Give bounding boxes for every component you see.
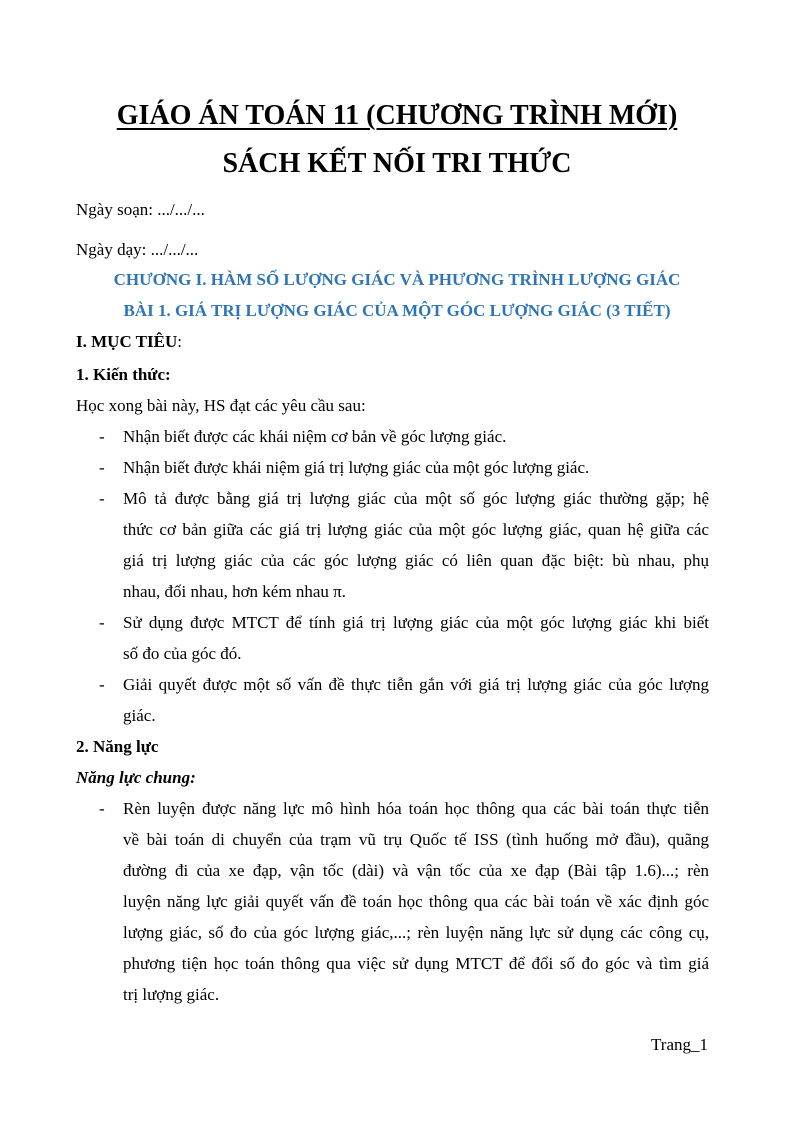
- bullet-marker: -: [99, 799, 105, 818]
- knowledge-item-5-line-2: giác.: [123, 706, 156, 725]
- knowledge-item-3-line-2: thức cơ bản giữa các giá trị lượng giác của một góc lượng giác, quan hệ giữa các: [123, 520, 709, 539]
- knowledge-intro: Học xong bài này, HS đạt các yêu cầu sau:: [76, 396, 366, 415]
- knowledge-item-3-line-4: nhau, đối nhau, hơn kém nhau π.: [123, 582, 346, 601]
- knowledge-item-5-line-1: Giải quyết được một số vấn đề thực tiễn gắn với giá trị lượng giác của góc lượng: [123, 675, 709, 694]
- lesson-heading: BÀI 1. GIÁ TRỊ LƯỢNG GIÁC CỦA MỘT GÓC LƯỢNG GIÁC (3 TIẾT): [123, 301, 671, 320]
- competency-heading: 2. Năng lực: [76, 737, 159, 756]
- section-objectives-colon: :: [177, 332, 182, 351]
- knowledge-item-4-line-2: số đo của góc đó.: [123, 644, 242, 663]
- bullet-marker: -: [99, 489, 105, 508]
- section-objectives-heading: [76, 330, 182, 354]
- knowledge-item-4-line-1: Sử dụng được MTCT để tính giá trị lượng giác của một góc lượng giác khi biết: [123, 613, 709, 632]
- general-item-1-line-4: luyện năng lực giải quyết vấn đề toán học thông qua các bài toán về xác định góc: [123, 892, 709, 911]
- general-item-1-line-3: đường đi của xe đạp, vận tốc (dài) và vận tốc của xe đạp (Bài tập 1.6)...; rèn: [123, 861, 709, 880]
- date-prepared: Ngày soạn: .../.../...: [76, 200, 205, 219]
- general-item-1-line-7: trị lượng giác.: [123, 985, 220, 1004]
- knowledge-item-3-line-1: Mô tả được bằng giá trị lượng giác của một số góc lượng giác thường gặp; hệ: [123, 489, 709, 508]
- chapter-heading: CHƯƠNG I. HÀM SỐ LƯỢNG GIÁC VÀ PHƯƠNG TRÌNH LƯỢNG GIÁC: [113, 270, 681, 289]
- bullet-marker: -: [99, 427, 105, 446]
- knowledge-heading: 1. Kiến thức:: [76, 365, 171, 384]
- knowledge-item-1: Nhận biết được các khái niệm cơ bản về góc lượng giác.: [123, 427, 507, 446]
- general-item-1-line-2: về bài toán di chuyển của trạm vũ trụ Quốc tế ISS (tình huống mở đầu), quãng: [123, 830, 709, 849]
- knowledge-item-3-line-3: giá trị lượng giác của các góc lượng giác có liên quan đặc biệt: bù nhau, phụ: [123, 551, 709, 570]
- document-subtitle: SÁCH KẾT NỐI TRI THỨC: [222, 148, 572, 179]
- bullet-marker: -: [99, 613, 105, 632]
- date-taught: Ngày dạy: .../.../...: [76, 240, 199, 259]
- general-item-1-line-6: phương tiện học toán thông qua việc sử dụng MTCT để đổi số đo góc và tìm giá: [123, 954, 709, 973]
- general-item-1-line-1: Rèn luyện được năng lực mô hình hóa toán học thông qua các bài toán thực tiễn: [123, 799, 709, 818]
- general-competency-heading: Năng lực chung:: [76, 768, 196, 787]
- knowledge-item-2: Nhận biết được khái niệm giá trị lượng giác của một góc lượng giác.: [123, 458, 590, 477]
- bullet-marker: -: [99, 458, 105, 477]
- page-number: Trang_1: [651, 1035, 708, 1054]
- general-item-1-line-5: lượng giác, số đo của góc lượng giác,...; rèn luyện năng lực sử dụng các công cụ,: [123, 923, 709, 942]
- bullet-marker: -: [99, 675, 105, 694]
- section-objectives-title: I. MỤC TIÊU: [76, 332, 178, 351]
- document-title: GIÁO ÁN TOÁN 11 (CHƯƠNG TRÌNH MỚI): [116, 100, 678, 131]
